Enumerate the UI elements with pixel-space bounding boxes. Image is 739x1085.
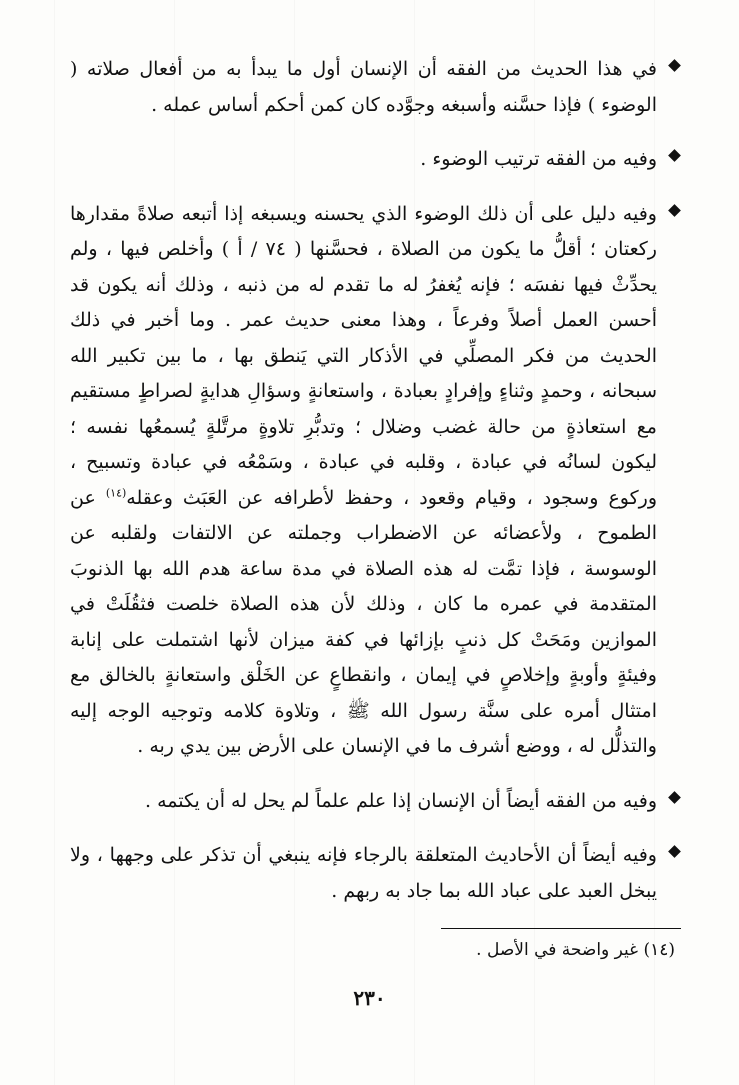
page-number: ٢٣٠ — [353, 986, 386, 1010]
paragraph-1-text: في هذا الحديث من الفقه أن الإنسان أول ما يبدأ به من أفعال صلاته ( الوضوء ) فإذا حسَّنه وأسبغه وجوَّده كان كمن أحكم أساس عمله . — [70, 58, 657, 116]
paragraph-4-text: وفيه من الفقه أيضاً أن الإنسان إذا علم علماً لم يحل له أن يكتمه . — [144, 789, 657, 812]
footnote-reference: (١٤) — [105, 486, 127, 500]
paragraph-2-text: وفيه من الفقه ترتيب الوضوء . — [420, 148, 657, 170]
bullet-icon — [668, 791, 681, 804]
paragraph-4 — [70, 784, 681, 820]
paragraph-5 — [70, 838, 681, 909]
bullet-icon — [668, 204, 681, 217]
paragraph-5-text: وفيه أيضاً أن الأحاديث المتعلقة بالرجاء فإنه ينبغي أن تذكر على وجهها ، ولا يبخل العبد على عباد الله بما جاد به ربهم . — [70, 844, 657, 902]
paragraph-2 — [70, 142, 681, 178]
bullet-icon — [668, 149, 681, 162]
paragraph-1 — [70, 52, 681, 123]
page-body — [70, 52, 681, 928]
bullet-icon — [668, 845, 681, 858]
footnote: (١٤) غير واضحة في الأصل . — [476, 940, 675, 960]
paragraph-3 — [70, 197, 681, 765]
paragraph-3-text-part1: وفيه دليل على أن ذلك الوضوء الذي يحسنه ويسبغه إذا أتبعه صلاةً مقدارها ركعتان ؛ أقلُّ ما يكون من الصلاة ، فحسَّنها ( ٧٤ / أ ) وأخلص فيها ، ولم يحدِّثْ فيها نفسَه ؛ فإنه يُغفرُ له ما تقدم له من ذنبه ، وذلك أنه يكون قد أحسن العمل أصلاً وفرعاً ، وهذا معنى حديث عمر . وما أخبر في ذلك الحديث من فكر المصلِّي في الأذكار التي يَنطق بها ، ما بين تكبير الله سبحانه ، وحمدٍ وثناءٍ وإفرادٍ بعبادة ، واستعانةٍ وسؤالِ هدايةٍ لصراطٍ مستقيم مع استعاذةٍ من حالة غضب وضلال ؛ وتدبُّرِ تلاوةٍ مرتَّلةٍ يُسمعُها نفسه ؛ ليكون لسانُه في عبادة ، وقلبه في عبادة ، وسَمْعُه في عبادة وتسبيح ، وركوع وسجود ، وقيام وقعود ، وحفظ لأطرافه عن العَبَث وعقله — [70, 202, 657, 509]
footnote-divider — [441, 928, 681, 929]
bullet-icon — [668, 59, 681, 72]
paragraph-3-text-part2: عن الطموح ، ولأعضائه عن الاضطراب وجملته عن الالتفات ولقلبه عن الوسوسة ، فإذا تمَّت له هذه الصلاة في مدة ساعة هدم الله بها الذنوبَ المتقدمة في عمره ما كان ، وذلك لأن هذه الصلاة خلصت فثقُلَتْ في الموازين ومَحَتْ كل ذنبٍ بإزائها في كفة ميزان لأنها اشتملت على إنابة وفيئةٍ وأوبةٍ وإخلاصٍ في إيمان ، وانقطاعٍ عن الخَلْق واستعانةٍ بالخالق مع امتثال أمره على سنَّة رسول الله ﷺ ، وتلاوة كلامه وتوجيه الوجه إليه والتذلُّل له ، ووضع أشرف ما في الإنسان على الأرض بين يدي ربه . — [70, 486, 657, 757]
